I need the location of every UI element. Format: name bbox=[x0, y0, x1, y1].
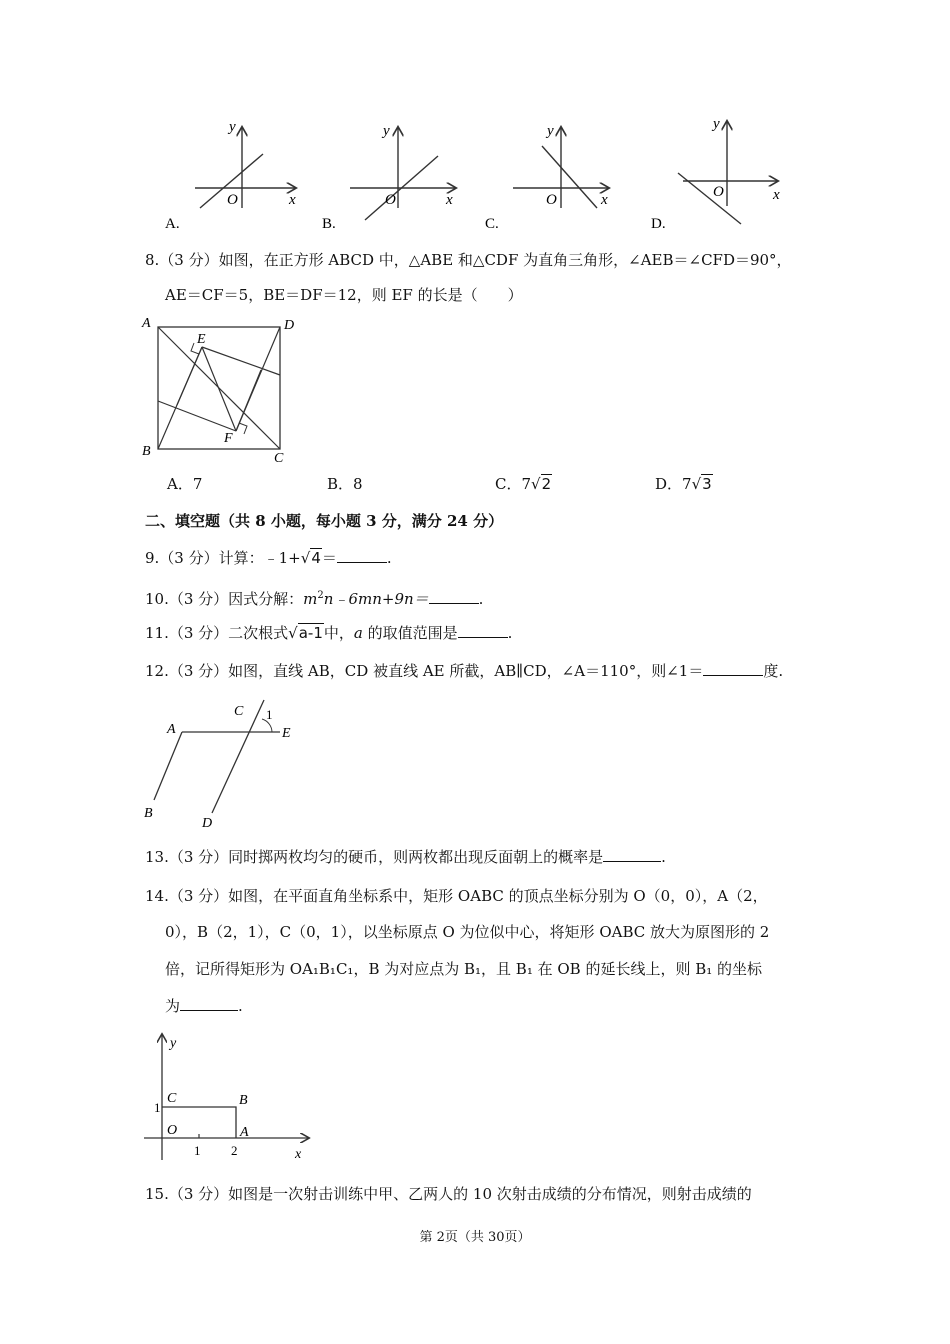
q13: 13.（3 分）同时掷两枚均匀的硬币，则两枚都出现反面朝上的概率是 . bbox=[145, 848, 666, 866]
sqrt-icon: √ bbox=[691, 475, 702, 493]
q10-answer-blank[interactable] bbox=[429, 589, 479, 604]
q14-label-c: C bbox=[167, 1091, 177, 1106]
option-d-label: D. bbox=[651, 216, 666, 232]
q14-axis-x: x bbox=[295, 1147, 302, 1162]
q13-answer-blank[interactable] bbox=[603, 847, 661, 862]
option-d-graph[interactable] bbox=[651, 116, 780, 232]
q10: 10.（3 分）因式分解：$m^2n﹣6mn+9n=$ . bbox=[145, 590, 484, 608]
q8-label-f: F bbox=[224, 431, 233, 446]
q14-line3: 倍，记所得矩形为 OA₁B₁C₁，B 为对应点为 B₁，且 B₁ 在 OB 的延长线上，则 B₁ 的坐标 bbox=[165, 960, 763, 978]
q12: 12.（3 分）如图，直线 AB，CD 被直线 AE 所截，AB∥CD，∠A＝110°，则∠1＝ 度. bbox=[145, 662, 784, 680]
q12-figure bbox=[140, 695, 310, 835]
q8-option-b[interactable]: B．8 bbox=[327, 475, 363, 493]
q8-label-b: B bbox=[142, 444, 151, 459]
option-d-x-label: x bbox=[773, 187, 780, 203]
q12-label-c: C bbox=[234, 704, 244, 719]
q15: 15.（3 分）如图是一次射击训练中甲、乙两人的 10 次射击成绩的分布情况，则射击成绩的 bbox=[145, 1185, 752, 1203]
q8-label-d: D bbox=[284, 318, 295, 333]
option-b-x-label: x bbox=[446, 192, 453, 208]
option-a-origin: O bbox=[227, 192, 238, 208]
option-c-graph[interactable] bbox=[485, 123, 608, 232]
q9: 9.（3 分）计算：﹣1+√4＝ . bbox=[145, 549, 392, 567]
q9-answer-blank[interactable] bbox=[337, 548, 387, 563]
q12-label-a: A bbox=[167, 722, 176, 737]
q14-line1: 14.（3 分）如图，在平面直角坐标系中，矩形 OABC 的顶点坐标分别为 O（0，0），A（2， bbox=[145, 887, 768, 905]
option-a-graph[interactable] bbox=[165, 119, 296, 232]
q14-label-b: B bbox=[239, 1093, 248, 1108]
option-b-y-label: y bbox=[383, 123, 390, 139]
q14-tick-x1: 1 bbox=[194, 1143, 201, 1158]
q8-stem-line1: 8.（3 分）如图，在正方形 ABCD 中，△ABE 和△CDF 为直角三角形，∠AEB＝∠CFD＝90°， bbox=[145, 251, 792, 269]
q12-answer-blank[interactable] bbox=[703, 661, 763, 676]
option-a-x-label: x bbox=[289, 192, 296, 208]
q14-tick-x2: 2 bbox=[231, 1143, 238, 1158]
q8-option-d[interactable]: D．7√3 bbox=[655, 475, 712, 493]
q8-label-a: A bbox=[142, 316, 151, 331]
q12-label-b: B bbox=[144, 806, 153, 821]
sqrt-icon: √ bbox=[288, 624, 298, 642]
sqrt-icon: √ bbox=[531, 475, 541, 493]
q12-label-e: E bbox=[282, 726, 291, 741]
option-c-label: C. bbox=[485, 216, 499, 232]
page-footer: 第 2页（共 30页） bbox=[419, 1230, 531, 1245]
q8-stem-line2: AE＝CF＝5，BE＝DF＝12，则 EF 的长是（ ） bbox=[165, 286, 523, 304]
option-a-label: A. bbox=[165, 216, 180, 232]
q8-option-c[interactable]: C．7√2 bbox=[495, 475, 552, 493]
q14-line4: 为 . bbox=[165, 997, 243, 1015]
q11-answer-blank[interactable] bbox=[458, 623, 508, 638]
q12-label-d: D bbox=[202, 816, 213, 831]
q8-label-e: E bbox=[197, 332, 206, 347]
q14-answer-blank[interactable] bbox=[180, 996, 238, 1011]
sqrt-icon: √ bbox=[300, 549, 311, 567]
option-d-origin: O bbox=[713, 184, 724, 200]
option-c-y-label: y bbox=[547, 123, 554, 139]
q8-label-c: C bbox=[274, 451, 284, 466]
q14-axis-y: y bbox=[170, 1036, 177, 1051]
q7-graphs bbox=[165, 116, 805, 236]
q14-label-o: O bbox=[167, 1123, 178, 1138]
q14-label-a: A bbox=[240, 1125, 249, 1140]
q8-figure bbox=[140, 312, 315, 467]
q14-tick-y1: 1 bbox=[154, 1100, 161, 1115]
section-heading: 二、填空题（共 8 小题，每小题 3 分，满分 24 分） bbox=[145, 512, 504, 530]
option-d-y-label: y bbox=[713, 116, 720, 132]
option-b-label: B. bbox=[322, 216, 336, 232]
q8-option-a[interactable]: A．7 bbox=[167, 475, 203, 493]
q7-options bbox=[165, 116, 805, 236]
q12-label-1: 1 bbox=[266, 707, 273, 722]
q14-line2: 0），B（2，1），C（0，1），以坐标原点 O 为位似中心，将矩形 OABC 放大为原图形的 2 bbox=[165, 923, 770, 941]
option-b-origin: O bbox=[385, 192, 396, 208]
option-b-graph[interactable] bbox=[322, 123, 455, 232]
option-c-origin: O bbox=[546, 192, 557, 208]
q14-figure bbox=[140, 1030, 320, 1165]
q11: 11.（3 分）二次根式√a-1中，a 的取值范围是 . bbox=[145, 624, 513, 642]
option-c-x-label: x bbox=[601, 192, 608, 208]
option-a-y-label: y bbox=[229, 119, 236, 135]
